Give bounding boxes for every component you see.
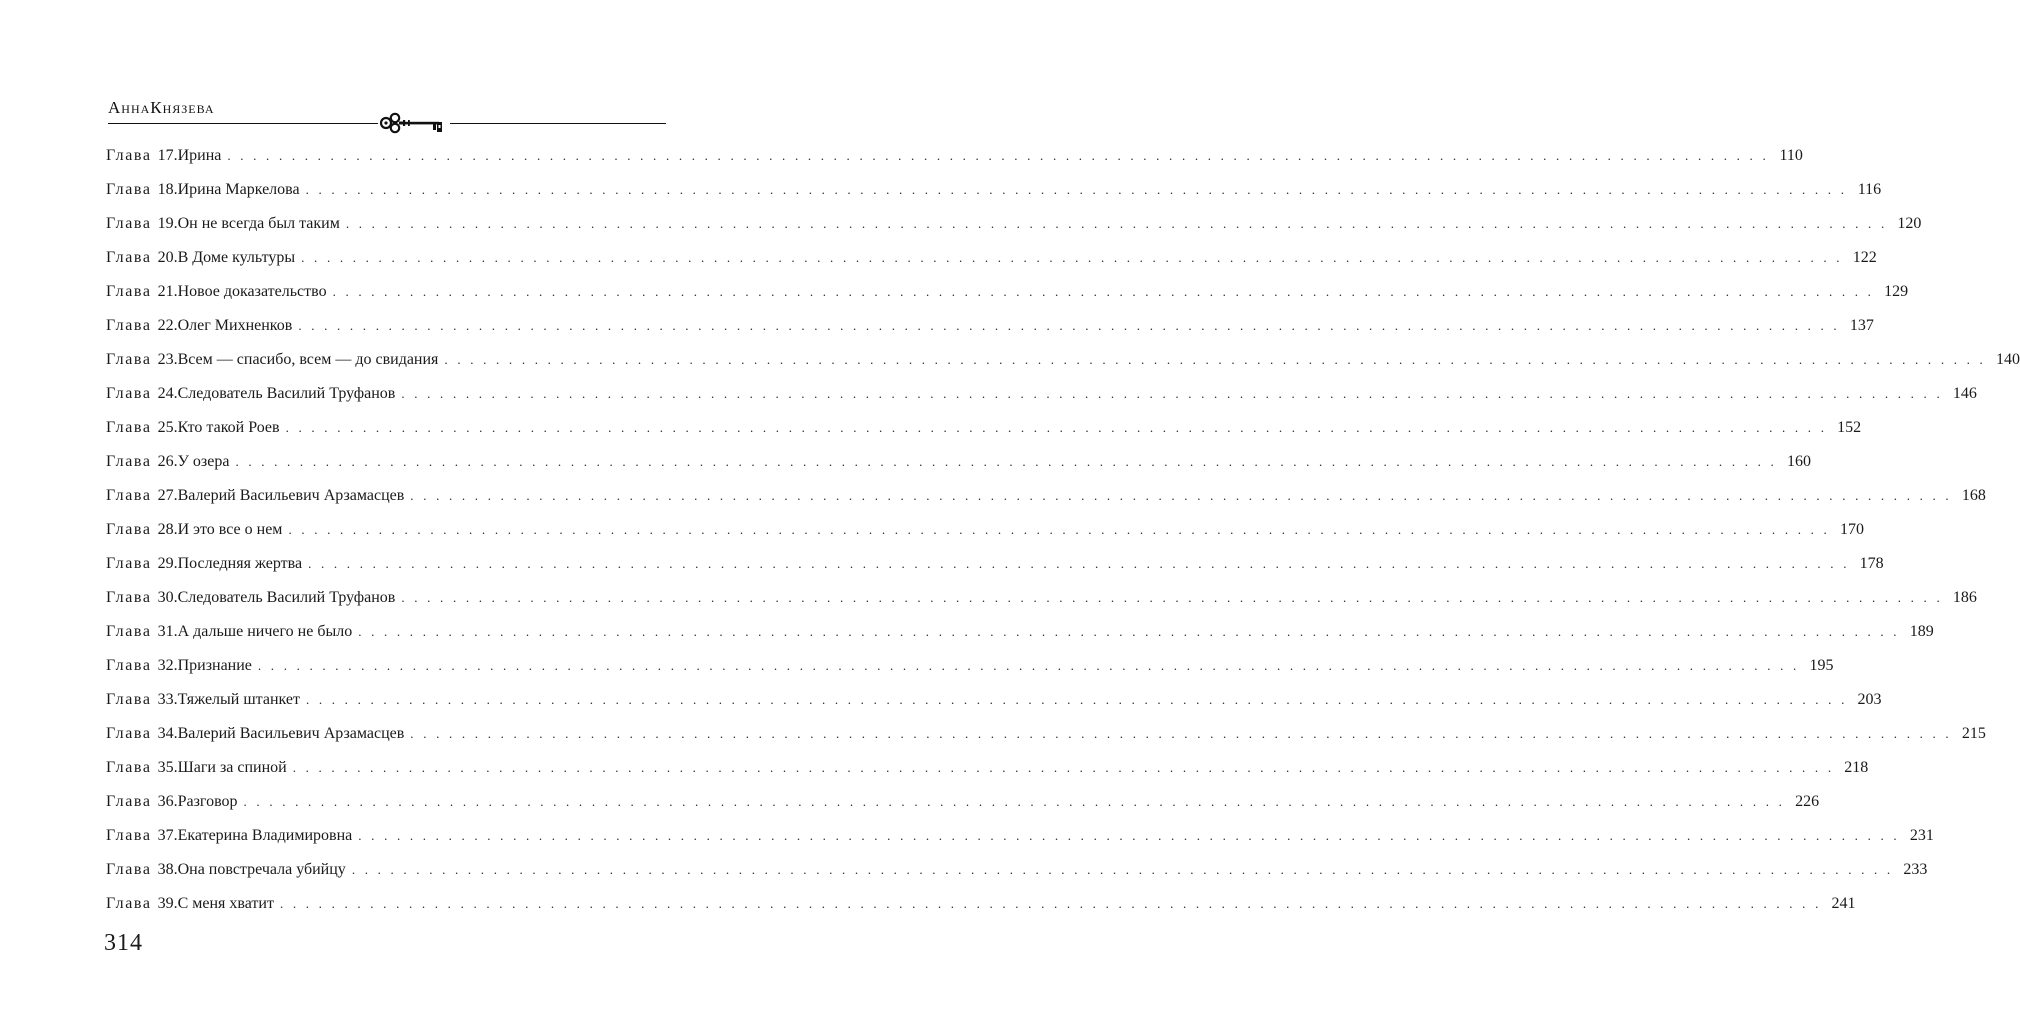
chapter-page-number: 137 xyxy=(1849,317,1874,334)
dot-leader: . . . . . . . . . . . . . . . . . . . . . . . . . . . . . . . . . . . . . . . . . . . . . . . . . . . . . . . . . . . . . . . . . . . . . . . . . . . . . . . . . . . . . . . . . . . . . . . . . . . . . . . . . . . . . . . . . . . . . . . . xyxy=(401,386,1943,401)
chapter-number: 31. xyxy=(157,623,178,640)
running-header xyxy=(108,98,666,138)
chapter-label: Глава xyxy=(106,725,152,742)
chapter-label: Глава xyxy=(106,589,152,606)
chapter-title: Екатерина Владимировна xyxy=(177,827,353,844)
chapter-label: Глава xyxy=(106,895,152,912)
chapter-title: Новое доказательство xyxy=(177,283,327,300)
chapter-title: Кто такой Роев xyxy=(177,419,280,436)
page-number: 314 xyxy=(104,930,143,956)
chapter-page-number: 110 xyxy=(1779,147,1803,164)
chapter-title: Тяжелый штанкет xyxy=(177,691,300,708)
chapter-title: Он не всегда был таким xyxy=(177,215,340,232)
dot-leader: . . . . . . . . . . . . . . . . . . . . . . . . . . . . . . . . . . . . . . . . . . . . . . . . . . . . . . . . . . . . . . . . . . . . . . . . . . . . . . . . . . . . . . . . . . . . . . . . . . . . . . . . . . . . . . . . . . . . . . . . xyxy=(358,828,1900,843)
toc-entry xyxy=(106,826,1934,860)
chapter-number: 34. xyxy=(157,725,178,742)
chapter-title: Последняя жертва xyxy=(177,555,303,572)
dot-leader: . . . . . . . . . . . . . . . . . . . . . . . . . . . . . . . . . . . . . . . . . . . . . . . . . . . . . . . . . . . . . . . . . . . . . . . . . . . . . . . . . . . . . . . . . . . . . . . . . . . . . . . . . . . . . . . . . . . . . . . . xyxy=(292,760,1835,775)
dot-leader: . . . . . . . . . . . . . . . . . . . . . . . . . . . . . . . . . . . . . . . . . . . . . . . . . . . . . . . . . . . . . . . . . . . . . . . . . . . . . . . . . . . . . . . . . . . . . . . . . . . . . . . . . . . . . . . . . . . . . . . . xyxy=(410,488,1952,503)
chapter-page-number: 241 xyxy=(1831,895,1856,912)
chapter-title: Олег Михненков xyxy=(177,317,293,334)
toc-entry xyxy=(106,146,1803,180)
dot-leader: . . . . . . . . . . . . . . . . . . . . . . . . . . . . . . . . . . . . . . . . . . . . . . . . . . . . . . . . . . . . . . . . . . . . . . . . . . . . . . . . . . . . . . . . . . . . . . . . . . . . . . . . . . . . . . . . . . . . . . . . xyxy=(401,590,1943,605)
chapter-number: 36. xyxy=(157,793,178,810)
chapter-number: 22. xyxy=(157,317,178,334)
toc-entry xyxy=(106,384,1977,418)
dot-leader: . . . . . . . . . . . . . . . . . . . . . . . . . . . . . . . . . . . . . . . . . . . . . . . . . . . . . . . . . . . . . . . . . . . . . . . . . . . . . . . . . . . . . . . . . . . . . . . . . . . . . . . . . . . . . . . . . . . . . . . . xyxy=(243,794,1786,809)
chapter-title: Ирина Маркелова xyxy=(177,181,300,198)
chapter-label: Глава xyxy=(106,759,152,776)
chapter-number: 32. xyxy=(157,657,178,674)
dot-leader: . . . . . . . . . . . . . . . . . . . . . . . . . . . . . . . . . . . . . . . . . . . . . . . . . . . . . . . . . . . . . . . . . . . . . . . . . . . . . . . . . . . . . . . . . . . . . . . . . . . . . . . . . . . . . . . . . . . . . . . . xyxy=(301,250,1843,265)
chapter-number: 21. xyxy=(157,283,178,300)
dot-leader: . . . . . . . . . . . . . . . . . . . . . . . . . . . . . . . . . . . . . . . . . . . . . . . . . . . . . . . . . . . . . . . . . . . . . . . . . . . . . . . . . . . . . . . . . . . . . . . . . . . . . . . . . . . . . . . . . . . . . . . . xyxy=(298,318,1840,333)
chapter-label: Глава xyxy=(106,317,152,334)
chapter-page-number: 146 xyxy=(1952,385,1977,402)
toc-entry xyxy=(106,758,1869,792)
chapter-label: Глава xyxy=(106,623,152,640)
dot-leader: . . . . . . . . . . . . . . . . . . . . . . . . . . . . . . . . . . . . . . . . . . . . . . . . . . . . . . . . . . . . . . . . . . . . . . . . . . . . . . . . . . . . . . . . . . . . . . . . . . . . . . . . . . . . . . . . . . . . . . . . xyxy=(410,726,1952,741)
chapter-title: С меня хватит xyxy=(177,895,274,912)
chapter-number: 18. xyxy=(157,181,178,198)
chapter-page-number: 226 xyxy=(1795,793,1820,810)
chapter-number: 33. xyxy=(157,691,178,708)
dot-leader: . . . . . . . . . . . . . . . . . . . . . . . . . . . . . . . . . . . . . . . . . . . . . . . . . . . . . . . . . . . . . . . . . . . . . . . . . . . . . . . . . . . . . . . . . . . . . . . . . . . . . . . . . . . . . . . . . . . . . . . . xyxy=(351,862,1894,877)
chapter-label: Глава xyxy=(106,793,152,810)
dot-leader: . . . . . . . . . . . . . . . . . . . . . . . . . . . . . . . . . . . . . . . . . . . . . . . . . . . . . . . . . . . . . . . . . . . . . . . . . . . . . . . . . . . . . . . . . . . . . . . . . . . . . . . . . . . . . . . . . . . . . . . . xyxy=(279,896,1822,911)
chapter-label: Глава xyxy=(106,555,152,572)
toc-entry xyxy=(106,792,1820,826)
toc-entry xyxy=(106,724,1986,758)
chapter-title: Ирина xyxy=(177,147,222,164)
toc-entry xyxy=(106,282,1909,316)
author-name: АннаКнязева xyxy=(108,98,215,117)
dot-leader: . . . . . . . . . . . . . . . . . . . . . . . . . . . . . . . . . . . . . . . . . . . . . . . . . . . . . . . . . . . . . . . . . . . . . . . . . . . . . . . . . . . . . . . . . . . . . . . . . . . . . . . . . . . . . . . . . . . . . . . . xyxy=(444,352,1986,367)
chapter-page-number: 233 xyxy=(1903,861,1928,878)
dot-leader: . . . . . . . . . . . . . . . . . . . . . . . . . . . . . . . . . . . . . . . . . . . . . . . . . . . . . . . . . . . . . . . . . . . . . . . . . . . . . . . . . . . . . . . . . . . . . . . . . . . . . . . . . . . . . . . . . . . . . . . . xyxy=(285,420,1828,435)
chapter-number: 38. xyxy=(157,861,178,878)
toc-entry xyxy=(106,656,1834,690)
chapter-title: В Доме культуры xyxy=(177,249,296,266)
toc-entry xyxy=(106,520,1864,554)
chapter-label: Глава xyxy=(106,861,152,878)
chapter-title: Всем — спасибо, всем — до свидания xyxy=(177,351,439,368)
chapter-label: Глава xyxy=(106,385,152,402)
chapter-label: Глава xyxy=(106,147,152,164)
toc-entry xyxy=(106,894,1856,928)
chapter-number: 25. xyxy=(157,419,178,436)
chapter-page-number: 129 xyxy=(1884,283,1909,300)
chapter-number: 27. xyxy=(157,487,178,504)
chapter-page-number: 186 xyxy=(1952,589,1977,606)
toc-entry xyxy=(106,588,1977,622)
chapter-page-number: 195 xyxy=(1809,657,1834,674)
chapter-page-number: 170 xyxy=(1840,521,1864,538)
chapter-label: Глава xyxy=(106,521,152,538)
toc-entry xyxy=(106,486,1986,520)
dot-leader: . . . . . . . . . . . . . . . . . . . . . . . . . . . . . . . . . . . . . . . . . . . . . . . . . . . . . . . . . . . . . . . . . . . . . . . . . . . . . . . . . . . . . . . . . . . . . . . . . . . . . . . . . . . . . . . . . . . . . . . . xyxy=(257,658,1800,673)
chapter-title: Валерий Васильевич Арзамасцев xyxy=(177,487,405,504)
chapter-number: 28. xyxy=(157,521,178,538)
chapter-page-number: 140 xyxy=(1995,351,2020,368)
chapter-title: И это все о нем xyxy=(177,521,283,538)
chapter-page-number: 231 xyxy=(1909,827,1934,844)
chapter-label: Глава xyxy=(106,691,152,708)
chapter-label: Глава xyxy=(106,249,152,266)
chapter-number: 30. xyxy=(157,589,178,606)
chapter-page-number: 168 xyxy=(1961,487,1986,504)
chapter-label: Глава xyxy=(106,827,152,844)
chapter-title: У озера xyxy=(177,453,230,470)
chapter-number: 17. xyxy=(157,147,178,164)
chapter-label: Глава xyxy=(106,657,152,674)
chapter-page-number: 160 xyxy=(1787,453,1811,470)
chapter-page-number: 189 xyxy=(1909,623,1934,640)
dot-leader: . . . . . . . . . . . . . . . . . . . . . . . . . . . . . . . . . . . . . . . . . . . . . . . . . . . . . . . . . . . . . . . . . . . . . . . . . . . . . . . . . . . . . . . . . . . . . . . . . . . . . . . . . . . . . . . . . . . . . . . . xyxy=(227,148,1769,163)
table-of-contents xyxy=(106,146,2020,928)
chapter-title: Валерий Васильевич Арзамасцев xyxy=(177,725,405,742)
toc-entry xyxy=(106,622,1934,656)
toc-entry xyxy=(106,180,1882,214)
chapter-label: Глава xyxy=(106,453,152,470)
toc-entry xyxy=(106,248,1877,282)
dot-leader: . . . . . . . . . . . . . . . . . . . . . . . . . . . . . . . . . . . . . . . . . . . . . . . . . . . . . . . . . . . . . . . . . . . . . . . . . . . . . . . . . . . . . . . . . . . . . . . . . . . . . . . . . . . . . . . . . . . . . . . . xyxy=(345,216,1888,231)
toc-entry xyxy=(106,316,1874,350)
chapter-page-number: 203 xyxy=(1857,691,1882,708)
dot-leader: . . . . . . . . . . . . . . . . . . . . . . . . . . . . . . . . . . . . . . . . . . . . . . . . . . . . . . . . . . . . . . . . . . . . . . . . . . . . . . . . . . . . . . . . . . . . . . . . . . . . . . . . . . . . . . . . . . . . . . . . xyxy=(358,624,1900,639)
toc-entry xyxy=(106,418,1862,452)
toc-entry xyxy=(106,452,1811,486)
dot-leader: . . . . . . . . . . . . . . . . . . . . . . . . . . . . . . . . . . . . . . . . . . . . . . . . . . . . . . . . . . . . . . . . . . . . . . . . . . . . . . . . . . . . . . . . . . . . . . . . . . . . . . . . . . . . . . . . . . . . . . . . xyxy=(288,522,1830,537)
toc-entry xyxy=(106,690,1882,724)
chapter-title: Разговор xyxy=(177,793,238,810)
chapter-label: Глава xyxy=(106,181,152,198)
chapter-page-number: 215 xyxy=(1961,725,1986,742)
chapter-title: Шаги за спиной xyxy=(177,759,287,776)
dot-leader: . . . . . . . . . . . . . . . . . . . . . . . . . . . . . . . . . . . . . . . . . . . . . . . . . . . . . . . . . . . . . . . . . . . . . . . . . . . . . . . . . . . . . . . . . . . . . . . . . . . . . . . . . . . . . . . . . . . . . . . . xyxy=(235,454,1777,469)
dot-leader: . . . . . . . . . . . . . . . . . . . . . . . . . . . . . . . . . . . . . . . . . . . . . . . . . . . . . . . . . . . . . . . . . . . . . . . . . . . . . . . . . . . . . . . . . . . . . . . . . . . . . . . . . . . . . . . . . . . . . . . . xyxy=(308,556,1850,571)
key-ornament-icon xyxy=(378,111,450,135)
chapter-number: 24. xyxy=(157,385,178,402)
chapter-number: 23. xyxy=(157,351,178,368)
chapter-label: Глава xyxy=(106,487,152,504)
chapter-number: 39. xyxy=(157,895,178,912)
chapter-number: 29. xyxy=(157,555,178,572)
toc-entry xyxy=(106,350,2020,384)
dot-leader: . . . . . . . . . . . . . . . . . . . . . . . . . . . . . . . . . . . . . . . . . . . . . . . . . . . . . . . . . . . . . . . . . . . . . . . . . . . . . . . . . . . . . . . . . . . . . . . . . . . . . . . . . . . . . . . . . . . . . . . . xyxy=(305,182,1848,197)
dot-leader: . . . . . . . . . . . . . . . . . . . . . . . . . . . . . . . . . . . . . . . . . . . . . . . . . . . . . . . . . . . . . . . . . . . . . . . . . . . . . . . . . . . . . . . . . . . . . . . . . . . . . . . . . . . . . . . . . . . . . . . . xyxy=(305,692,1848,707)
chapter-title: Следователь Василий Труфанов xyxy=(177,589,396,606)
dot-leader: . . . . . . . . . . . . . . . . . . . . . . . . . . . . . . . . . . . . . . . . . . . . . . . . . . . . . . . . . . . . . . . . . . . . . . . . . . . . . . . . . . . . . . . . . . . . . . . . . . . . . . . . . . . . . . . . . . . . . . . . xyxy=(332,284,1875,299)
chapter-page-number: 122 xyxy=(1852,249,1877,266)
toc-entry xyxy=(106,554,1884,588)
chapter-page-number: 120 xyxy=(1897,215,1922,232)
toc-entry xyxy=(106,860,1928,894)
chapter-page-number: 218 xyxy=(1844,759,1869,776)
chapter-number: 19. xyxy=(157,215,178,232)
chapter-page-number: 152 xyxy=(1837,419,1862,436)
toc-entry xyxy=(106,214,1922,248)
chapter-label: Глава xyxy=(106,351,152,368)
chapter-number: 35. xyxy=(157,759,178,776)
chapter-number: 37. xyxy=(157,827,178,844)
chapter-title: Она повстречала убийцу xyxy=(177,861,346,878)
chapter-title: Признание xyxy=(177,657,252,674)
chapter-label: Глава xyxy=(106,419,152,436)
chapter-number: 26. xyxy=(157,453,178,470)
chapter-page-number: 116 xyxy=(1857,181,1882,198)
chapter-title: А дальше ничего не было xyxy=(177,623,353,640)
chapter-title: Следователь Василий Труфанов xyxy=(177,385,396,402)
chapter-page-number: 178 xyxy=(1859,555,1884,572)
chapter-label: Глава xyxy=(106,283,152,300)
chapter-label: Глава xyxy=(106,215,152,232)
chapter-number: 20. xyxy=(157,249,178,266)
